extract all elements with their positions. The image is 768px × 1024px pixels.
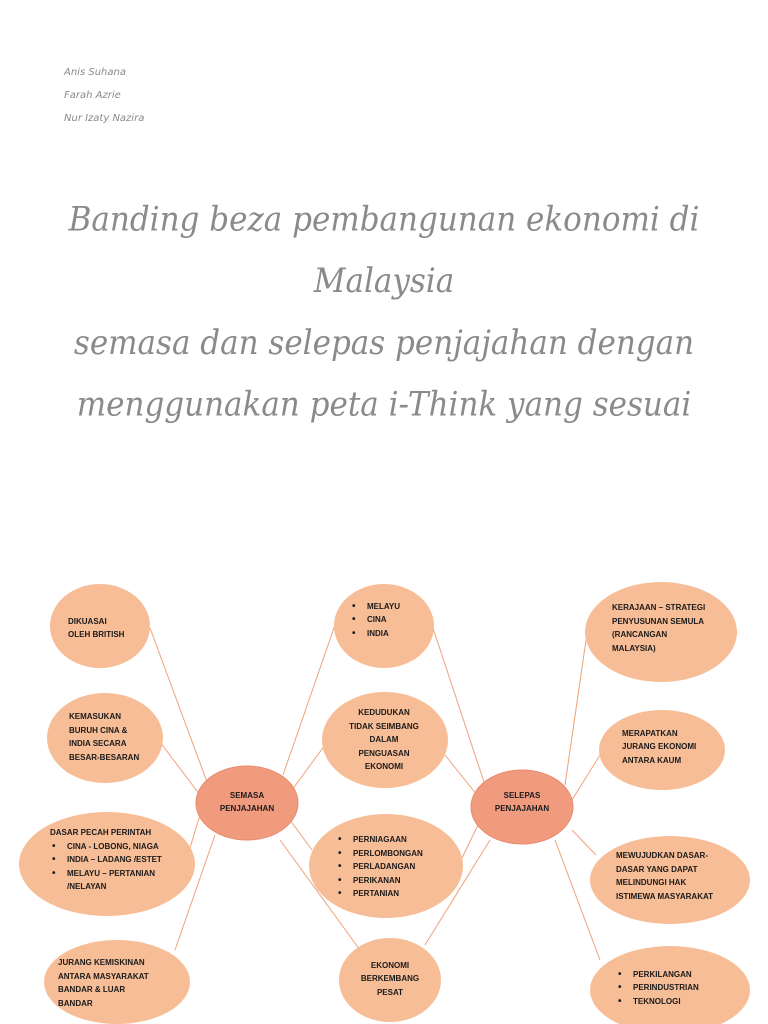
author-name: Nur Izaty Nazira [64,113,145,124]
selepas-node-merapatkan-jurang: MERAPATKAN JURANG EKONOMI ANTARA KAUM [622,728,697,765]
connector-line [160,742,200,795]
topic-selepas-penjajahan: SELEPAS PENJAJAHAN [494,790,550,813]
bullet-item: • MELAYU – PERTANIAN /NELAYAN [50,867,165,894]
connector-line [572,755,600,800]
selepas-node-industri [616,967,726,1009]
bullet-item: • INDIA – LADANG /ESTET [50,853,190,867]
title-line: Banding beza pembangunan ekonomi di Malaysia [68,199,700,301]
bullet-list [616,968,726,1009]
semasa-node-dikuasai: DIKUASAI OLEH BRITISH [68,616,125,639]
selepas-node-kerajaan: KERAJAAN – STRATEGI PENYUSUNAN SEMULA (RANCANGAN MALAYSIA) [612,603,706,653]
bullet-list [336,833,446,901]
bullet-item: • PERINDUSTRIAN [616,981,726,995]
shared-node-sektor [336,832,446,902]
bullet-item: • PERNIAGAAN [336,833,446,847]
bullet-list [50,840,190,894]
connector-line [555,840,600,960]
shared-node-kaum [350,599,430,641]
bullet-item: • PERIKANAN [336,874,446,888]
bullet-item: • PERLADANGAN [336,860,446,874]
bullet-item: • INDIA [350,627,430,641]
semasa-node-kemasukan-buruh: KEMASUKAN BURUH CINA & INDIA SECARA BESAR-BESARAN [69,712,140,762]
selepas-node-mewujudkan-dasar: MEWUJUDKAN DASAR- DASAR YANG DAPAT MELINDUNGI HAK ISTIMEWA MASYARAKAT [616,851,714,901]
bullet-item: • TEKNOLOGI [616,995,726,1009]
bullet-item: • CINA - LOBONG, NIAGA [50,840,190,854]
shared-node-kedudukan: KEDUDUKAN TIDAK SEIMBANG DALAM PENGUASAN EKONOMI [349,708,419,772]
connector-line [565,640,586,785]
title-line: menggunakan peta i-Think yang sesuai [76,384,692,425]
bullet-item: • MELAYU [350,600,430,614]
semasa-node-dasar-pecah-perintah: DASAR PECAH PERINTAH • CINA - LOBONG, NIAGA • INDIA – LADANG /ESTET • MELAYU – PERTANIAN /NELAYAN [50,826,190,902]
bullet-item: • PERKILANGAN [616,968,726,982]
semasa-node-jurang-kemiskinan: JURANG KEMISKINAN ANTARA MASYARAKAT BANDAR & LUAR BANDAR [58,958,149,1008]
topic-semasa-penjajahan: SEMASA PENJAJAHAN [219,790,275,813]
connector-line [292,745,325,790]
bullet-item: • PERLOMBONGAN [336,847,446,861]
title-line: semasa dan selepas penjajahan dengan [73,323,695,363]
author-name: Anis Suhana [64,67,126,78]
bullet-item: • PERTANIAN [336,887,446,901]
bullet-list [350,600,430,641]
connector-line [572,830,596,855]
shared-node-ekonomi-pesat: EKONOMI BERKEMBANG PESAT [360,960,420,997]
bullet-item: • CINA [350,613,430,627]
author-name: Farah Azrie [64,90,121,101]
